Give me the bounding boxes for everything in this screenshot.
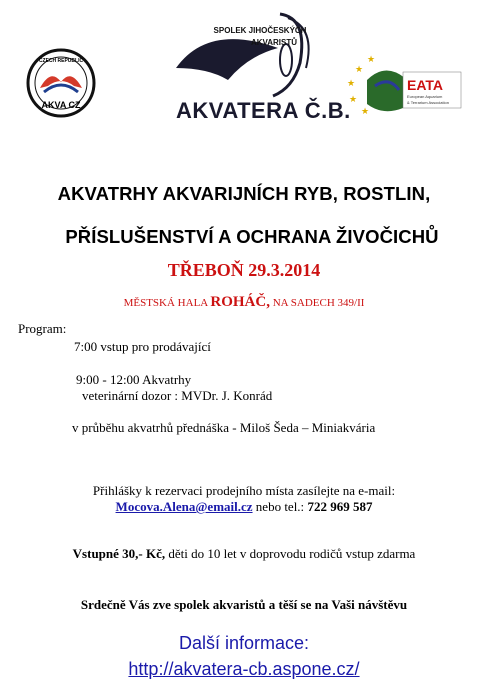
invitation-text: Srdečně Vás zve spolek akvaristů a těší se na Vaši návštěvu [80,597,408,612]
venue-prefix: MĚSTSKÁ HALA [123,297,208,309]
program-item-3: veterinární dozor : MVDr. J. Konrád [82,388,273,403]
svg-text:★: ★ [367,54,376,64]
registration-contact [0,499,488,515]
org-name-line1: SPOLEK JIHOČESKÝCH [213,26,307,35]
svg-text:CZECH REPUBLIC: CZECH REPUBLIC [38,58,84,64]
svg-text:& Terrarium Association: & Terrarium Association [407,100,449,105]
headline-line2: PŘÍSLUŠENSTVÍ A OCHRANA ŽIVOČICHŮ [65,226,439,247]
svg-text:AKVA CZ: AKVA CZ [41,100,81,110]
eata-logo [345,50,469,118]
headline-line1: AKVATRHY AKVARIJNÍCH RYB, ROSTLIN, [57,183,431,204]
program-item-1: 7:00 vstup pro prodávající [74,339,211,354]
program-item-4: v průběhu akvatrhů přednáška - Miloš Šeda – Miniakvária [72,420,376,435]
phone-number: 722 969 587 [304,499,373,514]
eata-eu-stars-logo-icon [345,50,469,118]
akva-cz-logo [26,48,96,118]
org-name-line2: AKVARISTŮ [250,38,298,47]
phone-label: nebo tel.: [252,499,305,514]
event-venue [0,294,488,311]
svg-text:★: ★ [355,64,364,74]
email-link[interactable]: Mocova.Alena@email.cz [115,499,253,514]
website-link[interactable]: http://akvatera-cb.aspone.cz/ [128,659,360,679]
program-label: Program: [18,321,67,336]
brand-name: AKVATERA Č.B. [176,98,351,123]
svg-text:European Aquarium: European Aquarium [407,94,443,99]
svg-text:★: ★ [349,94,358,104]
svg-text:EATA: EATA [407,77,444,93]
program-item-2: 9:00 - 12:00 Akvatrhy [76,372,192,387]
registration-text: Přihlášky k rezervaci prodejního místa zasílejte na e-mail: [92,483,396,498]
venue-name: ROHÁČ, [210,294,270,310]
admission-line [0,546,488,562]
admission-price: Vstupné 30,- Kč, [72,546,166,561]
venue-suffix: NA SADECH 349/II [272,297,365,309]
akva-cz-circle-logo-icon [26,48,96,118]
event-date: TŘEBOŇ 29.3.2014 [167,260,321,280]
admission-details: děti do 10 let v doprovodu rodičů vstup zdarma [165,546,416,561]
akvatera-swirl-logo-icon [168,8,338,103]
svg-text:★: ★ [361,106,370,116]
svg-text:★: ★ [347,78,356,88]
more-info-label: Další informace: [178,633,310,653]
